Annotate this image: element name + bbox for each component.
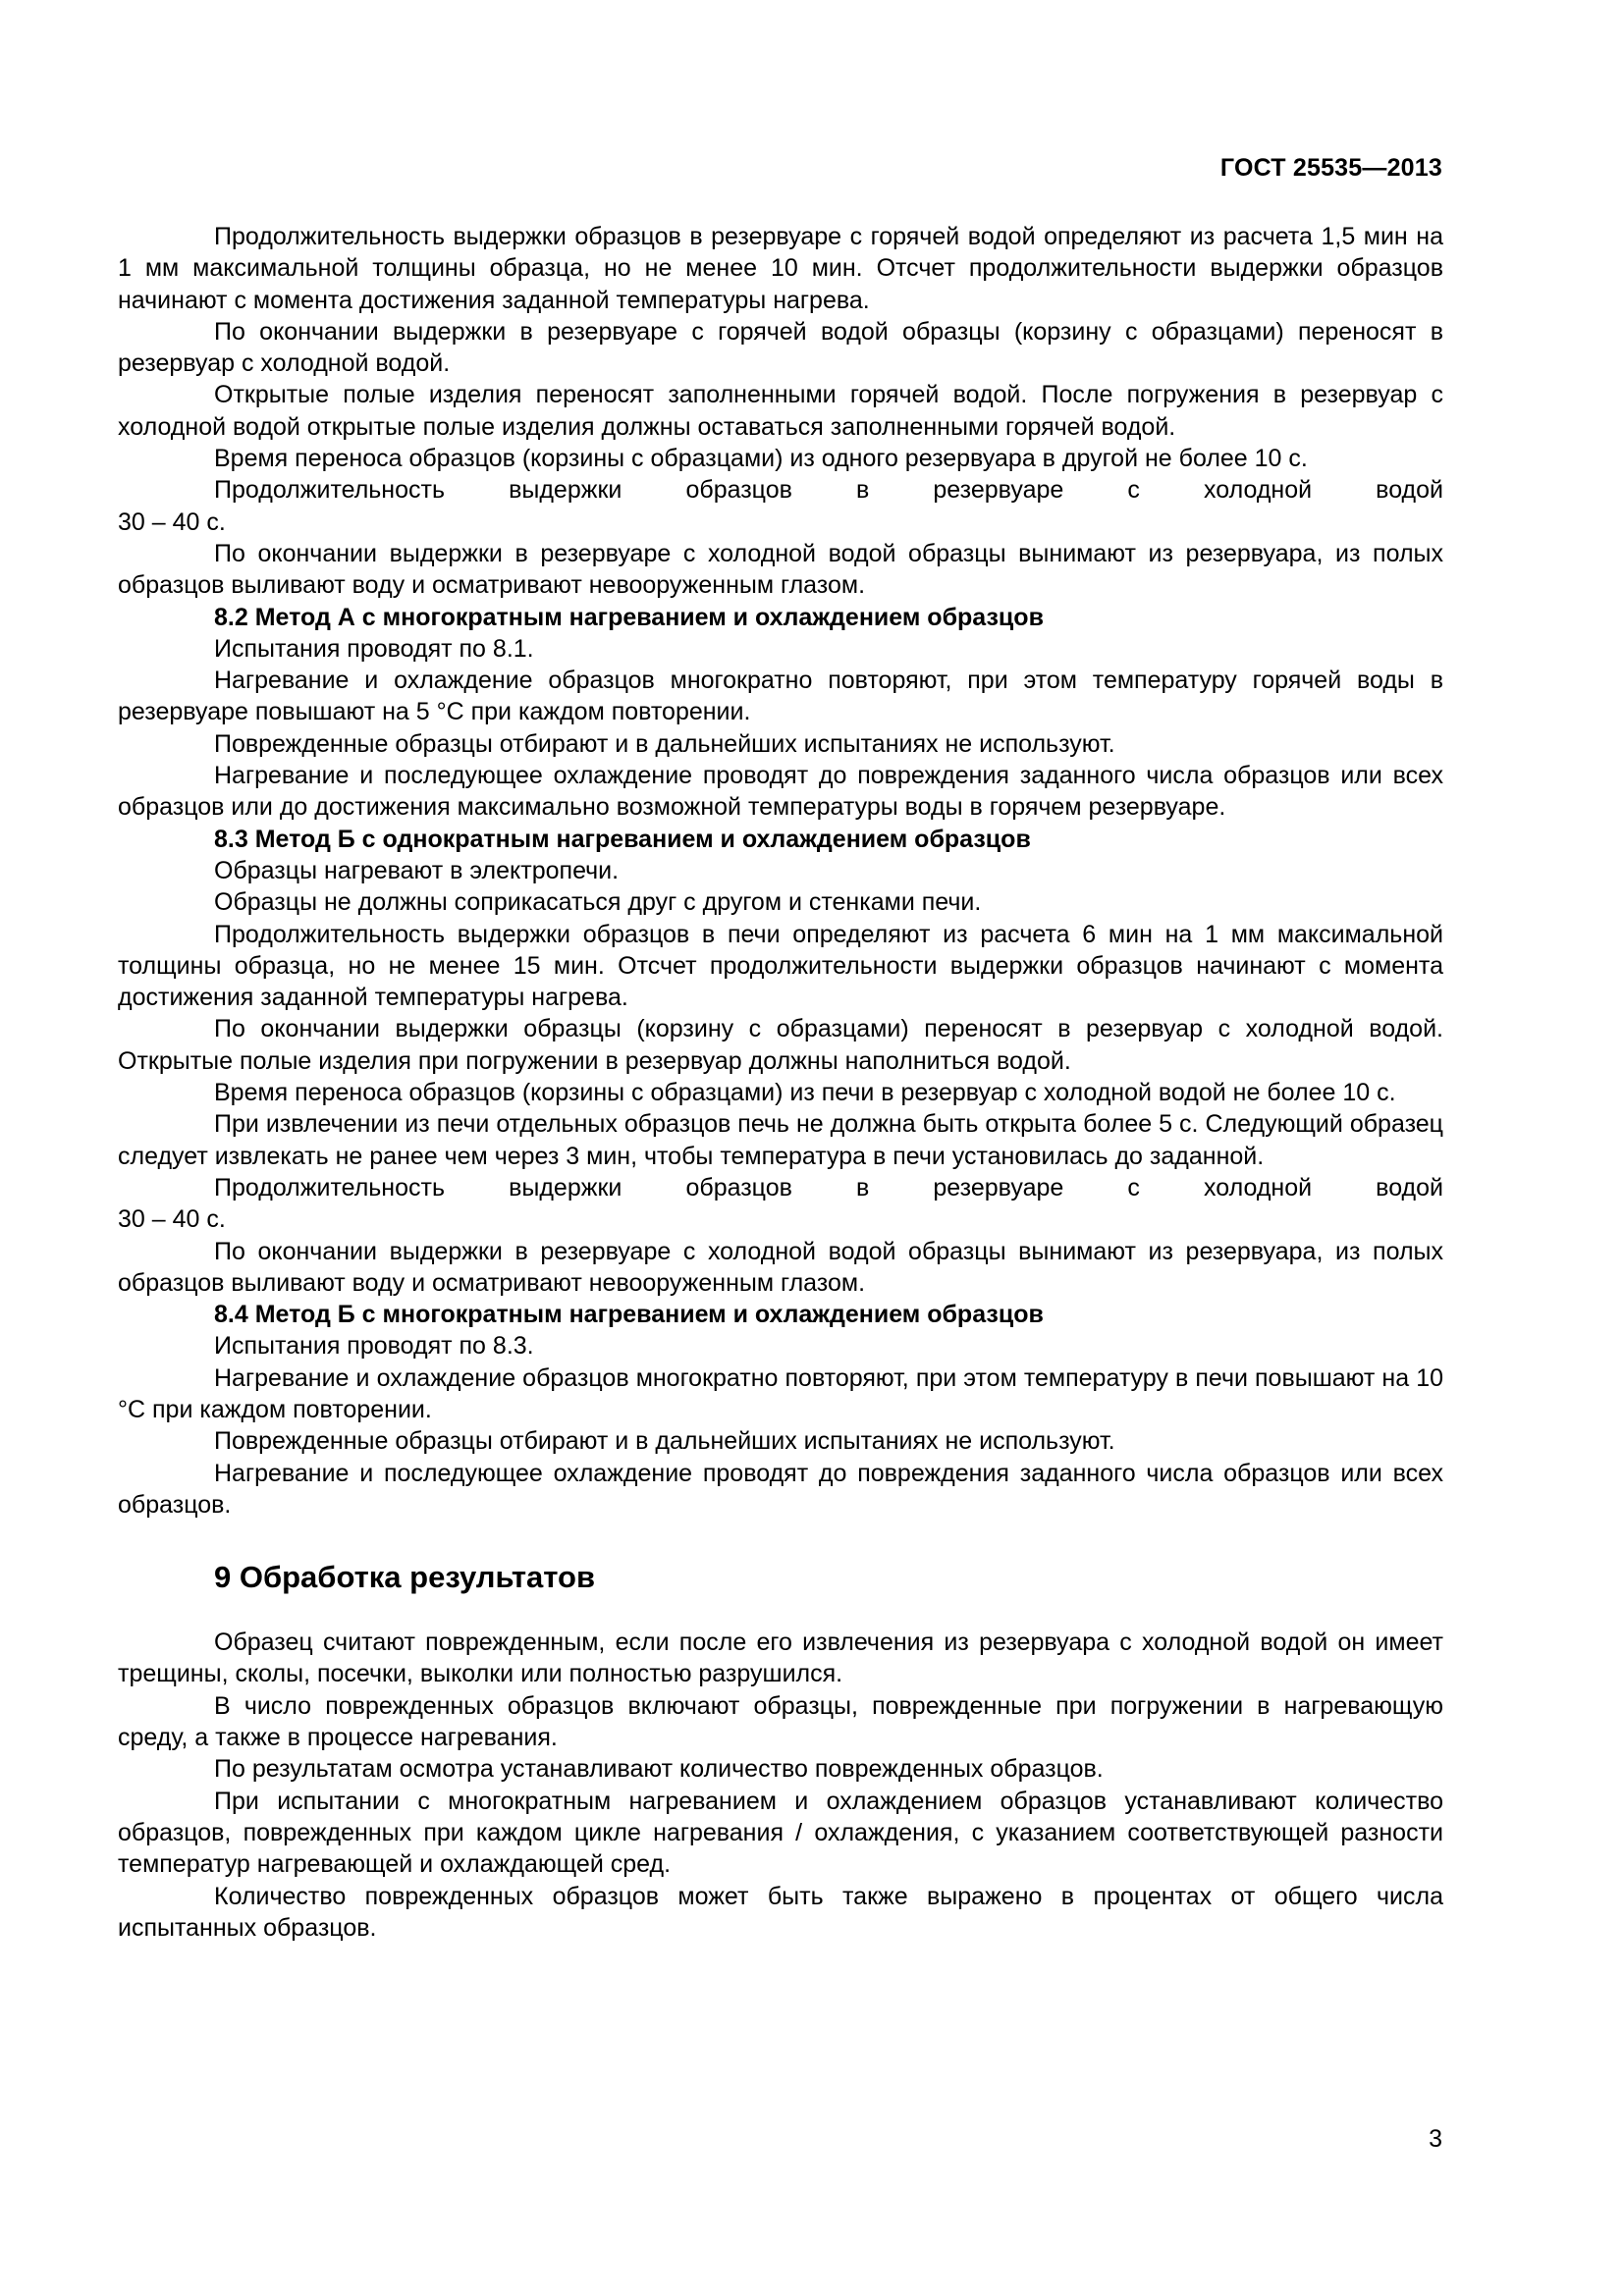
paragraph: Образцы не должны соприкасаться друг с другом и стенками печи.: [214, 888, 982, 917]
paragraph-continuation: 30 – 40 с.: [118, 1205, 226, 1234]
subsection-title-8-3: 8.3 Метод Б с однократным нагреванием и охлаждением образцов: [214, 825, 1031, 853]
paragraph: Нагревание и охлаждение образцов многократно повторяют, при этом температуру горячей воды в резервуаре повышают на 5 °С при каждом повторении.: [118, 667, 1443, 726]
paragraph: Продолжительность выдержки образцов в резервуаре с холодной водой: [214, 476, 1443, 505]
paragraph: Продолжительность выдержки образцов в резервуаре с горячей водой определяют из расчета 1,5 мин на 1 мм максимальной толщины образца, но не менее 10 мин. Отсчет продолжительности выдержки образцов начинают с момента достижения заданной температуры нагрева.: [118, 223, 1443, 314]
paragraph: Поврежденные образцы отбирают и в дальнейших испытаниях не используют.: [214, 729, 1115, 758]
paragraph: По окончании выдержки образцы (корзину с образцами) переносят в резервуар с холодной водой. Открытые полые изделия при погружении в резервуар должны наполниться водой.: [118, 1015, 1443, 1075]
paragraph: Количество поврежденных образцов может быть также выражено в процентах от общего числа испытанных образцов.: [118, 1882, 1443, 1942]
document-body: [118, 221, 1443, 1944]
paragraph: По окончании выдержки в резервуаре с холодной водой образцы вынимают из резервуара, из полых образцов выливают воду и осматривают невооруженным глазом.: [118, 539, 1443, 600]
document-code: ГОСТ 25535—2013: [1219, 154, 1442, 182]
paragraph: Нагревание и последующее охлаждение проводят до повреждения заданного числа образцов или всех образцов или до достижения максимально возможной температуры воды в горячем резервуаре.: [118, 762, 1443, 822]
paragraph: Нагревание и последующее охлаждение проводят до повреждения заданного числа образцов или всех образцов.: [118, 1459, 1443, 1519]
paragraph-continuation: 30 – 40 с.: [118, 507, 226, 536]
paragraph: Поврежденные образцы отбирают и в дальнейших испытаниях не используют.: [214, 1427, 1115, 1456]
subsection-title-8-2: 8.2 Метод А с многократным нагреванием и охлаждением образцов: [214, 603, 1044, 631]
paragraph: Образцы нагревают в электропечи.: [214, 856, 620, 884]
paragraph: Образец считают поврежденным, если после его извлечения из резервуара с холодной водой он имеет трещины, сколы, посечки, выколки или полностью разрушился.: [118, 1629, 1443, 1688]
paragraph: По окончании выдержки в резервуаре с горячей водой образцы (корзину с образцами) переносят в резервуар с холодной водой.: [118, 317, 1443, 378]
paragraph: Испытания проводят по 8.1.: [214, 634, 534, 663]
paragraph: Нагревание и охлаждение образцов многократно повторяют, при этом температуру в печи повышают на 10 °С при каждом повторении.: [118, 1363, 1443, 1423]
page-number: 3: [1429, 2125, 1442, 2153]
paragraph: По результатам осмотра устанавливают количество поврежденных образцов.: [214, 1755, 1104, 1784]
subsection-title-8-4: 8.4 Метод Б с многократным нагреванием и охлаждением образцов: [214, 1301, 1044, 1329]
paragraph: По окончании выдержки в резервуаре с холодной водой образцы вынимают из резервуара, из полых образцов выливают воду и осматривают невооруженным глазом.: [118, 1237, 1443, 1297]
paragraph: Испытания проводят по 8.3.: [214, 1332, 534, 1361]
paragraph: При извлечении из печи отдельных образцов печь не должна быть открыта более 5 с. Следующий образец следует извлекать не ранее чем через 3 мин, чтобы температура в печи установилась до заданной.: [118, 1110, 1443, 1170]
section-title-9: 9 Обработка результатов: [214, 1560, 596, 1595]
paragraph: Продолжительность выдержки образцов в печи определяют из расчета 6 мин на 1 мм максимальной толщины образца, но не менее 15 мин. Отсчет продолжительности выдержки образцов начинают с момента достижения заданной температуры нагрева.: [118, 920, 1443, 1012]
paragraph: Продолжительность выдержки образцов в резервуаре с холодной водой: [214, 1173, 1443, 1201]
paragraph: Открытые полые изделия переносят заполненными горячей водой. После погружения в резервуар с холодной водой открытые полые изделия должны оставаться заполненными горячей водой.: [118, 381, 1443, 441]
paragraph: Время переноса образцов (корзины с образцами) из одного резервуара в другой не более 10 с.: [214, 445, 1308, 473]
paragraph: При испытании с многократным нагреванием и охлаждением образцов устанавливают количество образцов, поврежденных при каждом цикле нагревания / охлаждения, с указанием соответствующей разности температур нагревающей и охлаждающей сред.: [118, 1787, 1443, 1879]
paragraph: Время переноса образцов (корзины с образцами) из печи в резервуар с холодной водой не более 10 с.: [214, 1079, 1396, 1107]
paragraph: В число поврежденных образцов включают образцы, поврежденные при погружении в нагревающую среду, а также в процессе нагревания.: [118, 1691, 1443, 1752]
